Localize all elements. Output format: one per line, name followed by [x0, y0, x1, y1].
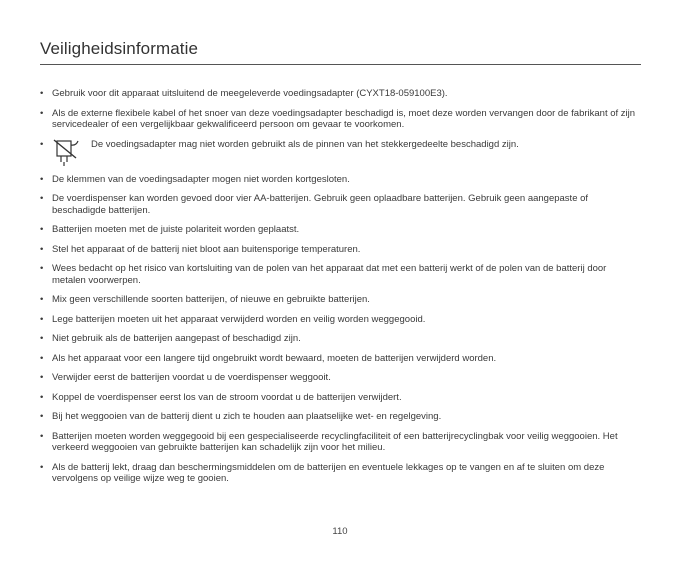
bullet: •	[40, 243, 44, 255]
safety-list	[40, 88, 640, 493]
list-item: • Stel het apparaat of de batterij niet bloot aan buitensporige temperaturen.	[40, 243, 361, 255]
list-item-with-icon	[40, 139, 640, 169]
list-item: • Bij het weggooien van de batterij dient u zich te houden aan plaatselijke wet- en regelgeving.	[40, 411, 442, 422]
list-item: • Als de batterij lekt, draag dan beschermingsmiddelen om de batterijen en eventuele lekkages op te vangen en af te sluiten om deze vervolgens op veilige wijze weg te gooien.	[40, 461, 605, 484]
bullet: •	[40, 372, 44, 383]
page-number: 110	[332, 526, 348, 537]
bullet: •	[40, 193, 44, 204]
list-item: • Koppel de voerdispenser eerst los van de stroom voordat u de batterijen verwijdert.	[40, 391, 402, 403]
bullet: •	[40, 138, 44, 150]
list-item: • De voerdispenser kan worden gevoed door vier AA-batterijen. Gebruik geen oplaadbare batterijen. Gebruik geen aangepaste of beschadigde batterijen.	[40, 193, 589, 216]
bullet: •	[40, 294, 44, 305]
list-item: • Verwijder eerst de batterijen voordat u de voerdispenser weggooit.	[40, 372, 331, 383]
list-item: • Mix geen verschillende soorten batterijen, of nieuwe en gebruikte batterijen.	[40, 294, 370, 305]
no-wet-plug-icon	[52, 138, 82, 168]
bullet: •	[40, 430, 44, 442]
page-title: Veiligheidsinformatie	[40, 39, 199, 58]
bullet: •	[40, 107, 44, 119]
list-item: • Batterijen moeten worden weggegooid bij een gespecialiseerde recyclingfaciliteit of een batterijrecyclingbak voor veilig weggooien. Het verkeerd weggooien van gebruikte batterijen kan schadelijk zijn voor het milieu.	[40, 430, 618, 453]
bullet: •	[40, 411, 44, 422]
bullet: •	[40, 88, 44, 99]
bullet: •	[40, 263, 44, 274]
list-item: • Niet gebruik als de batterijen aangepast of beschadigd zijn.	[40, 333, 301, 344]
list-item: • Lege batterijen moeten uit het apparaat verwijderd worden en veilig worden weggegooid.	[40, 313, 426, 325]
bullet: •	[40, 352, 44, 364]
list-item: • Wees bedacht op het risico van kortsluiting van de polen van het apparaat dat met een batterij werkt of de polen van de batterij door metalen voorwerpen.	[40, 263, 607, 286]
bullet: •	[40, 313, 44, 325]
list-item: • Gebruik voor dit apparaat uitsluitend de meegeleverde voedingsadapter (CYXT18-059100E3).	[40, 88, 448, 99]
list-item: • Batterijen moeten met de juiste polariteit worden geplaatst.	[40, 224, 300, 235]
list-item: • Als het apparaat voor een langere tijd ongebruikt wordt bewaard, moeten de batterijen verwijderd worden.	[40, 352, 497, 364]
bullet: •	[40, 461, 44, 473]
title-divider	[40, 64, 641, 65]
list-item: • Als de externe flexibele kabel of het snoer van deze voedingsadapter beschadigd is, moet deze worden vervangen door de fabrikant of zijn servicedealer of een vergelijkbaar gekwalificeerd persoon om gevaar te voorkomen.	[40, 107, 636, 130]
bullet: •	[40, 224, 44, 235]
bullet: •	[40, 391, 44, 403]
bullet: •	[40, 333, 44, 344]
list-item: • De klemmen van de voedingsadapter mogen niet worden kortgesloten.	[40, 173, 350, 185]
icon-item-text: De voedingsadapter mag niet worden gebruikt als de pinnen van het stekkergedeelte beschadigd zijn.	[91, 138, 519, 150]
bullet: •	[40, 173, 44, 185]
